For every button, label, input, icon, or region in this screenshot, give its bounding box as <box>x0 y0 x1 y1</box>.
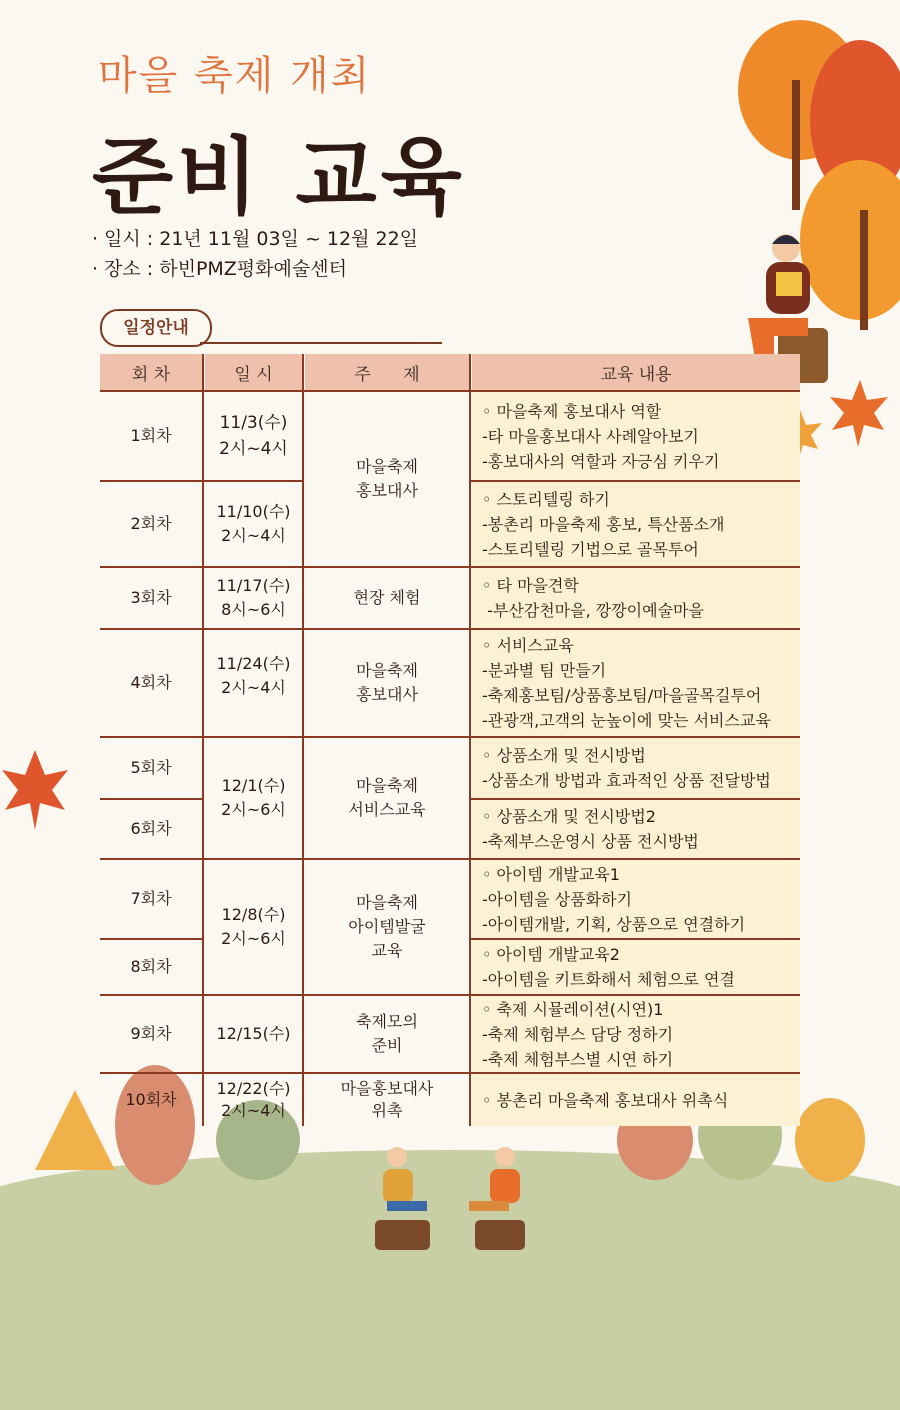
content-line: ◦ 아이템 개발교육2 <box>482 945 620 964</box>
content-line: -축제홍보팀/상품홍보팀/마을골목길투어 <box>482 686 762 705</box>
bullet: · <box>92 228 99 250</box>
date-3 <box>205 568 302 628</box>
table-divider <box>302 354 304 390</box>
date-time: 2시~4시 <box>219 439 288 459</box>
date-time: 2시~4시 <box>221 678 286 697</box>
content-line: ◦ 상품소개 및 전시방법2 <box>482 807 656 826</box>
session-7: 7회차 <box>130 889 172 908</box>
topic-line: 홍보대사 <box>356 685 418 704</box>
content-4 <box>472 630 800 736</box>
date-time: 2시~6시 <box>221 800 286 819</box>
topic-line: 축제모의 <box>356 1012 418 1031</box>
date-time: 8시~6시 <box>221 600 286 619</box>
content-line: ◦ 타 마을견학 <box>482 576 579 595</box>
topic-line: 교육 <box>371 941 403 960</box>
date-day: 11/10(수) <box>216 502 291 521</box>
table-divider <box>100 858 800 860</box>
table-divider <box>100 1072 800 1074</box>
content-10 <box>472 1074 800 1126</box>
content-line: -분과별 팀 만들기 <box>482 661 607 680</box>
table-divider <box>100 938 202 940</box>
session-4: 4회차 <box>130 673 172 692</box>
date-day: 12/1(수) <box>221 776 286 795</box>
session-3: 3회차 <box>130 588 172 607</box>
session-8: 8회차 <box>130 957 172 976</box>
topic-7 <box>305 1074 469 1126</box>
info-date-row <box>92 224 418 251</box>
topic-line: 마을축제 <box>356 457 418 476</box>
topic-2: 현장 체험 <box>353 588 421 607</box>
two-women-illustration <box>365 1145 535 1255</box>
schedule-label: 일정안내 <box>100 309 212 347</box>
topic-line: 위촉 <box>371 1101 403 1120</box>
content-line: ◦ 스토리텔링 하기 <box>482 489 610 509</box>
content-line: ◦ 마을축제 홍보대사 역할 <box>482 401 662 421</box>
session-1: 1회차 <box>130 426 172 445</box>
date-day: 12/8(수) <box>221 905 286 924</box>
content-line: ◦ 아이템 개발교육1 <box>482 864 620 884</box>
header-content: 교육 내용 <box>472 354 800 390</box>
content-line: ◦ 서비스교육 <box>482 636 574 655</box>
table-divider <box>100 566 800 568</box>
content-line: -홍보대사의 역할과 자긍심 키우기 <box>482 451 720 471</box>
content-7 <box>472 860 800 938</box>
table-divider <box>469 938 800 940</box>
content-line: ◦ 봉촌리 마을축제 홍보대사 위촉식 <box>482 1090 729 1110</box>
content-line: -축제부스운영시 상품 전시방법 <box>482 832 699 851</box>
content-line: -축제 체험부스별 시연 하기 <box>482 1049 674 1069</box>
content-5 <box>472 738 800 798</box>
maple-leaf-left <box>0 745 70 835</box>
topic-line: 마을축제 <box>356 776 418 795</box>
session-5: 5회차 <box>130 758 172 777</box>
date-8 <box>205 1074 302 1126</box>
table-divider <box>469 480 800 482</box>
page-title: 준비 교육 <box>92 128 466 226</box>
header-date: 일 시 <box>205 354 302 390</box>
table-divider <box>202 392 204 1126</box>
topic-line: 마을홍보대사 <box>340 1079 434 1098</box>
content-8 <box>472 940 800 994</box>
content-line: ◦ 축제 시뮬레이션(시연)1 <box>482 999 664 1019</box>
session-2: 2회차 <box>130 514 172 533</box>
topic-line: 서비스교육 <box>348 800 426 819</box>
content-line: -봉촌리 마을축제 홍보, 특산품소개 <box>482 514 725 534</box>
header-topic: 주 제 <box>305 354 469 390</box>
table-divider <box>469 798 800 800</box>
content-line: -관광객,고객의 눈높이에 맞는 서비스교육 <box>482 711 771 730</box>
session-9: 9회차 <box>130 1024 172 1043</box>
topic-line: 마을축제 <box>356 661 418 680</box>
date-day: 11/17(수) <box>216 576 291 595</box>
topic-3 <box>305 630 469 736</box>
schedule-underline <box>200 342 442 344</box>
topic-4 <box>305 738 469 858</box>
topic-line: 아이템발굴 <box>348 917 426 936</box>
content-1 <box>472 392 800 480</box>
info-place: 장소 : 하빈PMZ평화예술센터 <box>104 258 347 280</box>
topic-6 <box>305 996 469 1072</box>
info-place-row <box>92 254 347 281</box>
session-6: 6회차 <box>130 819 172 838</box>
content-2 <box>472 482 800 566</box>
content-9 <box>472 996 800 1072</box>
content-line: -아이템개발, 기획, 상품으로 연결하기 <box>482 914 746 934</box>
subtitle: 마을 축제 개최 <box>98 53 372 99</box>
table-divider <box>469 392 471 1126</box>
content-line: -타 마을홍보대사 사례알아보기 <box>482 426 699 446</box>
table-divider <box>469 354 471 390</box>
content-3 <box>472 568 800 628</box>
content-line: -상품소개 방법과 효과적인 상품 전달방법 <box>482 771 771 790</box>
topic-1 <box>305 392 469 566</box>
table-divider <box>100 736 800 738</box>
date-time: 2시~4시 <box>221 1101 286 1120</box>
date-6 <box>205 860 302 994</box>
table-divider <box>100 390 800 392</box>
date-time: 2시~4시 <box>221 526 286 545</box>
date-day: 12/22(수) <box>216 1079 291 1098</box>
session-10: 10회차 <box>125 1090 177 1109</box>
table-divider <box>100 628 800 630</box>
content-line: -아이템을 키트화해서 체험으로 연결 <box>482 970 735 989</box>
content-line: ◦ 상품소개 및 전시방법 <box>482 746 646 765</box>
info-date: 일시 : 21년 11월 03일 ~ 12월 22일 <box>104 228 419 250</box>
date-day: 11/3(수) <box>219 413 288 433</box>
content-line: -부산감천마을, 깡깡이예술마을 <box>482 601 704 620</box>
header-session: 회 차 <box>100 354 202 390</box>
date-2 <box>205 482 302 566</box>
date-1 <box>205 392 302 480</box>
bullet: · <box>92 258 99 280</box>
table-divider <box>100 480 302 482</box>
date-7: 12/15(수) <box>216 1024 291 1043</box>
topic-line: 준비 <box>371 1036 403 1055</box>
date-time: 2시~6시 <box>221 929 286 948</box>
content-line: -스토리텔링 기법으로 골목투어 <box>482 539 699 559</box>
date-day: 11/24(수) <box>216 654 291 673</box>
table-divider <box>100 798 202 800</box>
topic-5 <box>305 860 469 994</box>
table-divider <box>302 392 304 1126</box>
date-5 <box>205 738 302 858</box>
table-divider <box>202 354 204 390</box>
date-4 <box>205 630 302 736</box>
table-divider <box>100 994 800 996</box>
content-6 <box>472 800 800 858</box>
topic-line: 마을축제 <box>356 893 418 912</box>
topic-line: 홍보대사 <box>356 481 418 500</box>
content-line: -축제 체험부스 담당 정하기 <box>482 1024 674 1044</box>
content-line: -아이템을 상품화하기 <box>482 889 632 909</box>
